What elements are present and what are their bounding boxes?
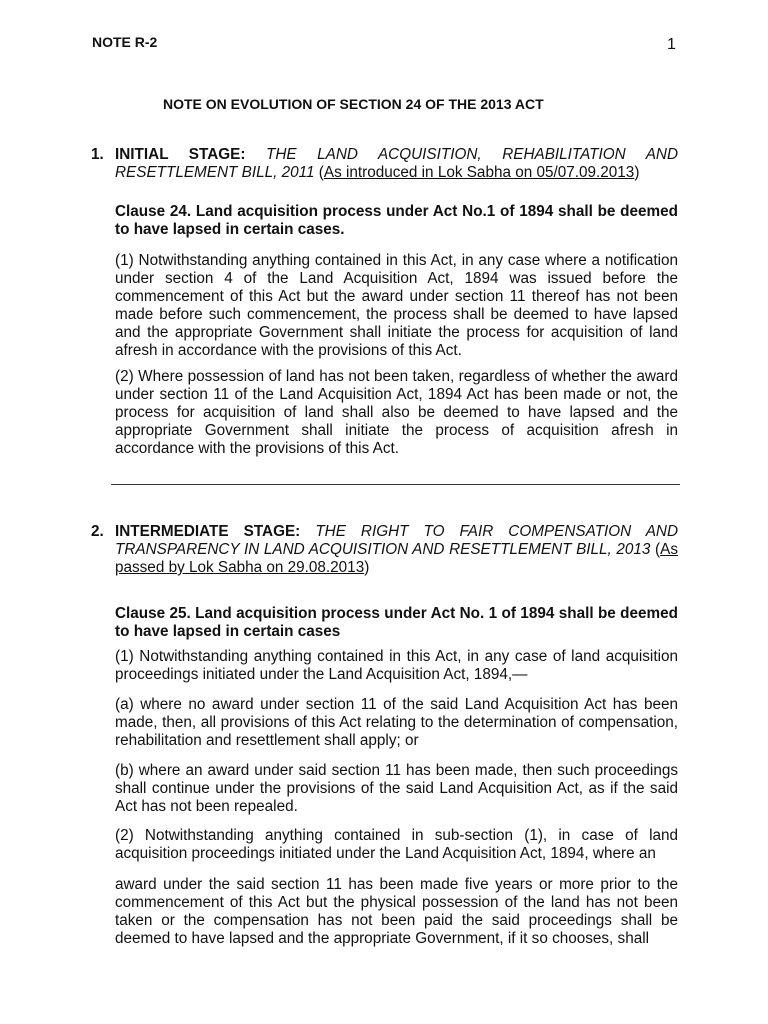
clause-24-heading: Clause 24. Land acquisition process under Act No.1 of 1894 shall be deemed to have lapsed in certain cases.	[115, 203, 678, 238]
section-1-stage: INITIAL STAGE:	[115, 146, 246, 163]
clause-24-subsection-2: (2) Where possession of land has not been taken, regardless of whether the award under section 11 of the Land Acquisition Act, 1894 Act has been made or not, the process for acquisition of land shall also be deemed to have lapsed and the appropriate Government shall initiate the process of acquisition afresh in accordance with the provisions of this Act.	[115, 368, 678, 457]
section-1-heading	[91, 146, 678, 182]
clause-25-subsection-2-start: (2) Notwithstanding anything contained in sub-section (1), in case of land acquisition proceedings initiated under the Land Acquisition Act, 1894, where an	[115, 827, 678, 862]
section-2-paren-close: )	[364, 559, 370, 576]
section-2-heading	[91, 523, 678, 577]
section-1-paren-close: )	[634, 164, 640, 181]
section-2-heading-text	[115, 523, 678, 577]
section-2-stage: INTERMEDIATE STAGE:	[115, 523, 301, 540]
clause-25-heading: Clause 25. Land acquisition process under Act No. 1 of 1894 shall be deemed to have lapsed in certain cases	[115, 605, 678, 640]
section-divider	[111, 484, 680, 485]
clause-25-subsection-2-continued: award under the said section 11 has been made five years or more prior to the commencement of this Act but the physical possession of the land has not been taken or the compensation has not been paid the said proceedings shall be deemed to have lapsed and the appropriate Government, if it so chooses, shall	[115, 876, 678, 947]
clause-24-subsection-1: (1) Notwithstanding anything contained in this Act, in any case where a notification under section 4 of the Land Acquisition Act, 1894 was issued before the commencement of this Act but the award under section 11 thereof has not been made before such commencement, the process shall be deemed to have lapsed and the appropriate Government shall initiate the process for acquisition of land afresh in accordance with the provisions of this Act.	[115, 252, 678, 359]
section-1-number: 1.	[91, 146, 104, 163]
clause-25-clause-a: (a) where no award under section 11 of the said Land Acquisition Act has been made, then, all provisions of this Act relating to the determination of compensation, rehabilitation and resettlement shall apply; or	[115, 696, 678, 749]
section-2-paren-open: (	[655, 541, 661, 558]
section-1-paren-open: (	[318, 164, 324, 181]
section-1-introduced-note: As introduced in Lok Sabha on 05/07.09.2013	[323, 164, 635, 181]
clause-25-subsection-1: (1) Notwithstanding anything contained in this Act, in any case of land acquisition proceedings initiated under the Land Acquisition Act, 1894,—	[115, 648, 678, 683]
document-title: NOTE ON EVOLUTION OF SECTION 24 OF THE 2013 ACT	[163, 96, 544, 112]
note-reference: NOTE R-2	[92, 34, 158, 50]
clause-25-clause-b: (b) where an award under said section 11 has been made, then such proceedings shall continue under the provisions of the said Land Acquisition Act, as if the said Act has not been repealed.	[115, 762, 678, 815]
section-2-number: 2.	[91, 523, 104, 540]
section-2-bill-title: THE RIGHT TO FAIR COMPENSATION AND TRANSPARENCY IN LAND ACQUISITION AND RESETTLEMENT BILL, 2013	[115, 523, 678, 558]
section-2-passed-note: As passed by Lok Sabha on 29.08.2013	[115, 541, 678, 576]
page-number: 1	[667, 36, 676, 53]
section-1-bill-title: THE LAND ACQUISITION, REHABILITATION AND RESETTLEMENT BILL, 2011	[115, 146, 679, 181]
section-1-heading-text	[115, 146, 678, 182]
